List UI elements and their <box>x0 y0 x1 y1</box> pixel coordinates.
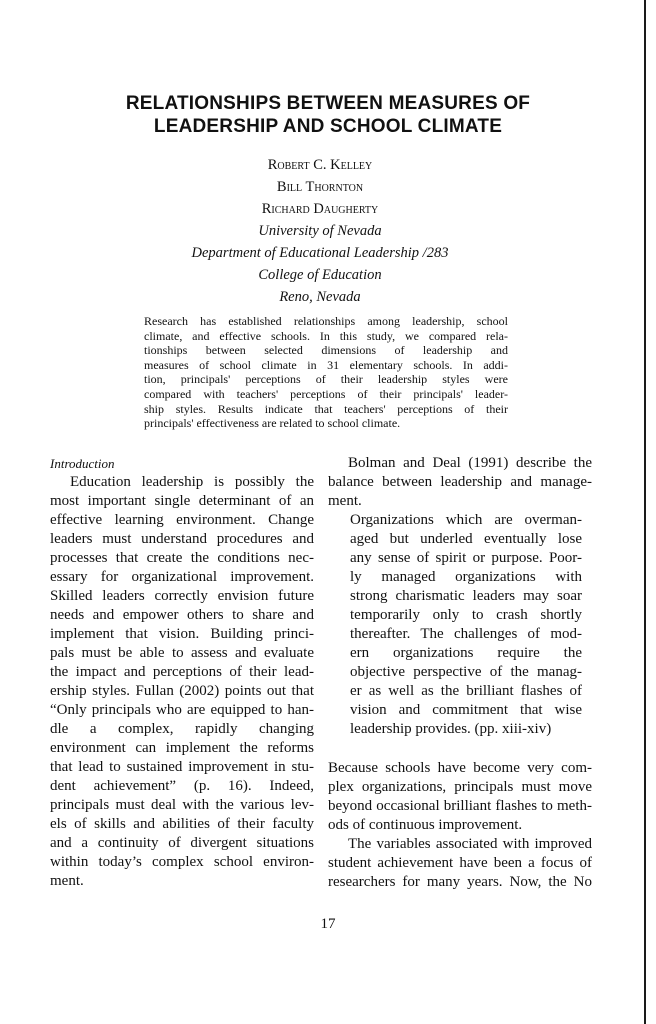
author-name: Bill Thornton <box>276 179 364 195</box>
body-line: essary for organizational improvement. <box>50 569 314 585</box>
body-line: most important single determinant of an <box>50 493 314 509</box>
body-line: within today’s complex school environ- <box>50 854 314 870</box>
body-line: beyond occasional brilliant flashes to meth- <box>328 798 592 814</box>
body-line: els of skills and abilities of their faculty <box>50 816 314 832</box>
title-line-1: RELATIONSHIPS BETWEEN MEASURES OF <box>125 93 531 114</box>
block-quote <box>328 511 592 739</box>
body-line: student achievement have been a focus of <box>328 855 592 871</box>
body-line: ment. <box>50 873 84 889</box>
quote-line: ly managed organizations with <box>350 569 582 585</box>
author-name: Robert C. Kelley <box>267 157 373 173</box>
quote-line: strong charismatic leaders may soar <box>350 588 582 604</box>
body-line: ment. <box>328 493 362 509</box>
body-line: pals must be able to assess and evaluate <box>50 645 314 661</box>
author-name: Richard Daugherty <box>261 201 379 217</box>
body-line: Education leadership is possibly the <box>70 474 314 490</box>
affiliation-university: University of Nevada <box>258 223 382 239</box>
right-column <box>328 454 592 892</box>
body-line: and a continuity of divergent situations <box>50 835 314 851</box>
author-block <box>120 154 520 308</box>
section-heading-introduction: Introduction <box>50 456 115 471</box>
body-line: Because schools have become very com- <box>328 760 592 776</box>
quote-line: temporarily only to crash shortly <box>350 607 582 623</box>
quote-line: ern organizations require the <box>350 645 582 661</box>
body-line: the impact and perceptions of their lead- <box>50 664 314 680</box>
body-line: that lead to sustained improvement in stu- <box>50 759 314 775</box>
quote-line: thereafter. The challenges of mod- <box>350 626 582 642</box>
title-line-2: LEADERSHIP AND SCHOOL CLIMATE <box>153 116 503 137</box>
body-line: effective learning environment. Change <box>50 512 314 528</box>
abstract-line: tionships between selected dimensions of leadership and <box>144 343 508 358</box>
abstract-line: climate, and effective schools. In this study, we compared rela- <box>144 328 508 343</box>
body-line: leaders must understand procedures and <box>50 531 314 547</box>
body-line: dle a complex, rapidly changing <box>50 721 314 737</box>
body-line: “Only principals who are equipped to han- <box>50 702 314 718</box>
paragraph-gap <box>328 739 592 759</box>
body-line: needs and empower others to share and <box>50 607 314 623</box>
body-line: dent achievement” (p. 16). Indeed, <box>50 778 314 794</box>
affiliation-department: Department of Educational Leadership /283 <box>191 245 449 261</box>
body-line: ods of continuous improvement. <box>328 817 523 833</box>
page-number: 17 <box>320 916 336 932</box>
abstract-line: tion, principals' perceptions of their leadership styles were <box>144 372 508 387</box>
left-column <box>50 454 314 891</box>
affiliation-location: Reno, Nevada <box>279 289 361 305</box>
abstract <box>144 314 508 431</box>
page-edge-line <box>644 0 646 1024</box>
quote-line: Organizations which are overman- <box>350 512 582 528</box>
body-line: ership styles. Fullan (2002) points out that <box>50 683 314 699</box>
quote-line: any sense of spirit or purpose. Poor- <box>350 550 582 566</box>
body-line: plex organizations, principals must move <box>328 779 592 795</box>
abstract-line: compared with teachers' perceptions of their principals' leader- <box>144 386 508 401</box>
body-line: environment can implement the reforms <box>50 740 314 756</box>
body-line: implement that vision. Building princi- <box>50 626 314 642</box>
abstract-line: Research has established relationships among leadership, school <box>144 314 508 328</box>
quote-line: leadership provides. (pp. xiii-xiv) <box>350 721 552 737</box>
quote-line: aged but underled eventually lose <box>350 531 582 547</box>
quote-line: er as well as the brilliant flashes of <box>350 683 582 699</box>
body-line: Bolman and Deal (1991) describe the <box>348 455 592 471</box>
article-title <box>40 92 616 138</box>
quote-line: vision and commitment that wise <box>350 702 582 718</box>
body-line: principals must deal with the various lev- <box>50 797 314 813</box>
body-line: The variables associated with improved <box>348 836 592 852</box>
body-line: processes that create the conditions nec- <box>50 550 314 566</box>
body-line: Skilled leaders correctly envision future <box>50 588 314 604</box>
abstract-line: principals' effectiveness are related to school climate. <box>144 416 401 431</box>
affiliation-college: College of Education <box>258 267 382 283</box>
quote-line: objective perspective of the manag- <box>350 664 582 680</box>
abstract-line: measures of school climate in 31 elementary schools. In addi- <box>144 357 508 372</box>
abstract-line: ship styles. Results indicate that teachers' perceptions of their <box>144 401 508 416</box>
body-line: balance between leadership and manage- <box>328 474 592 490</box>
body-line: researchers for many years. Now, the No <box>328 874 592 890</box>
